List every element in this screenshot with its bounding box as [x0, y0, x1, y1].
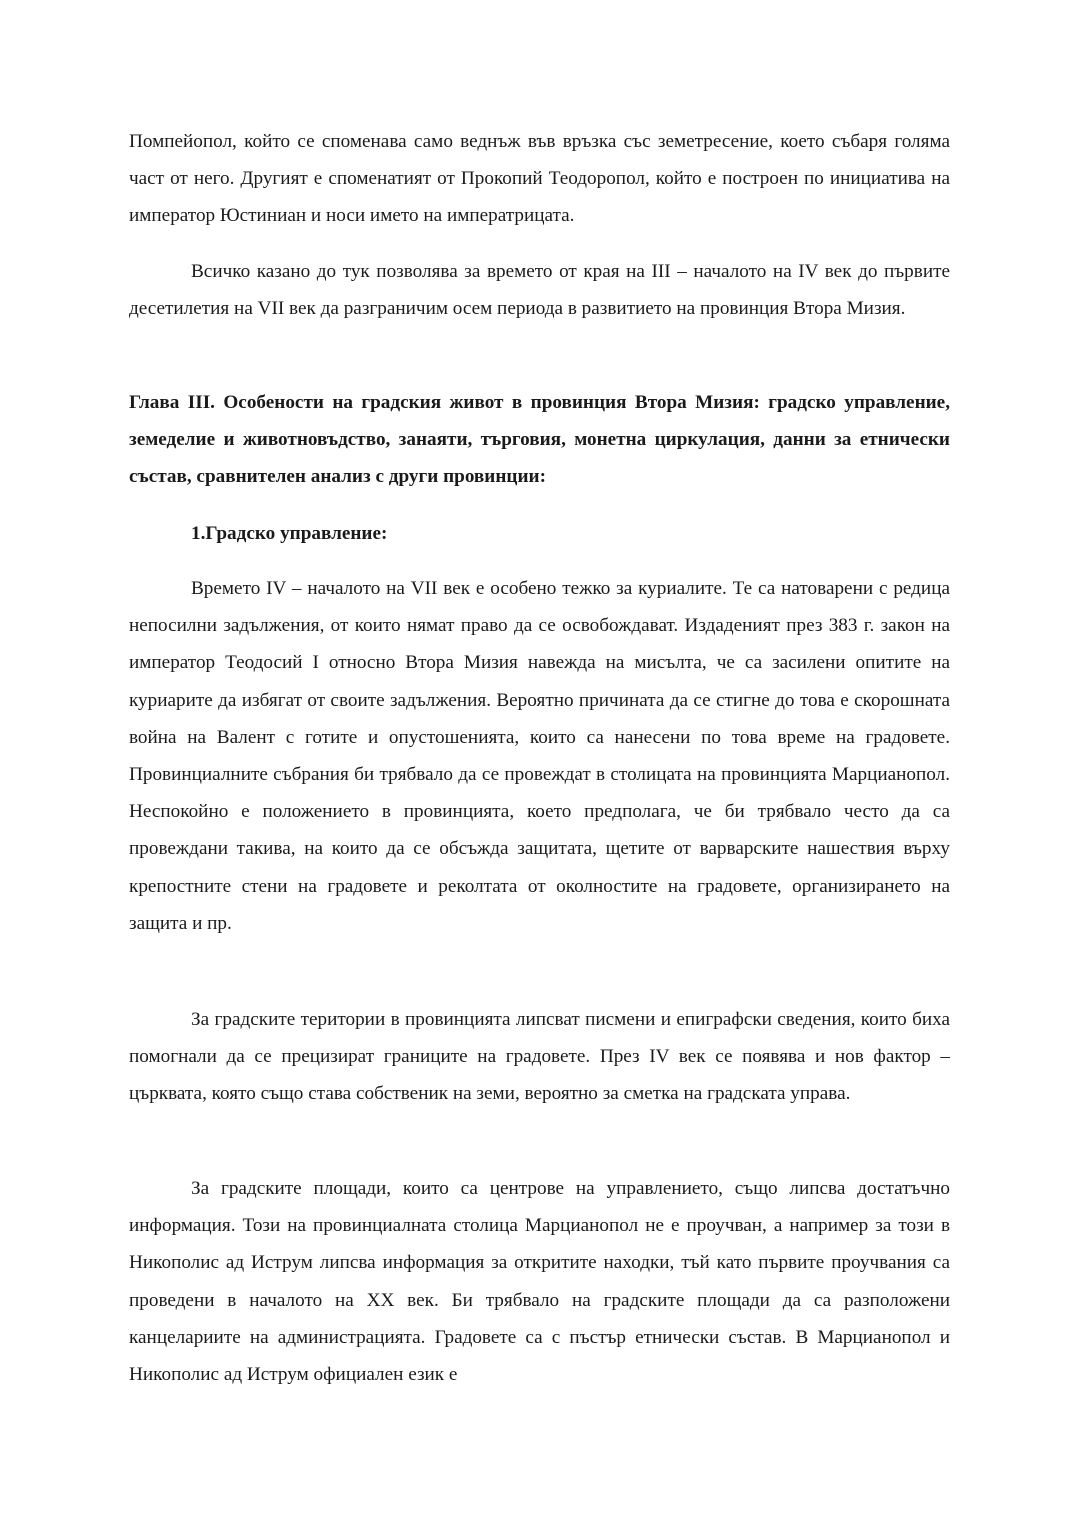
- section-heading: 1.Градско управление:: [191, 523, 388, 544]
- paragraph-city-squares: За градските площади, които са центрове на управлението, също липсва достатъчно информация. Този на провинциалната столица Марцианопол не е проучван, а например за този в Никополис ад Иструм липсва информация за откритите находки, тъй като първите проучвания са проведени в началото на XX век. Би трябвало на градските площади да са разположени канцелариите на администрацията. Градовете са с пъстър етнически състав. В Марцианопол и Никополис ад Иструм официален език е: [129, 1178, 950, 1386]
- paragraph-pompeiopol: Помпейопол, който се споменава само веднъж във връзка със земетресение, което събаря голяма част от него. Другият е споменатият от Прокопий Теодоропол, който е построен по инициатива на император Юстиниан и носи името на императрицата.: [129, 131, 950, 227]
- chapter-heading: Глава III. Особености на градския живот в провинция Втора Мизия: градско управление, земеделие и животновъдство, занаяти, търговия, монетна циркулация, данни за етнически състав, сравнителен анализ с други провинции:: [129, 392, 950, 488]
- paragraph-eight-periods: Всичко казано до тук позволява за времето от края на III – началото на IV век до първите десетилетия на VII век да разграничим осем периода в развитието на провинция Втора Мизия.: [129, 261, 950, 320]
- paragraph-curiales: Времето IV – началото на VII век е особено тежко за куриалите. Те са натоварени с редица непосилни задължения, от които нямат право да се освобождават. Издаденият през 383 г. закон на император Теодосий I относно Втора Мизия навежда на мисълта, че са засилени опитите на куриарите да избягат от своите задължения. Вероятно причината да се стигне до това е скорошната война на Валент с готите и опустошенията, които са нанесени по това време на градовете. Провинциалните събрания би трябвало да се провеждат в столицата на провинцията Марцианопол. Неспокойно е положението в провинцията, което предполага, че би трябвало често да са провеждани такива, на които да се обсъжда защитата, щетите от варварските нашествия върху крепостните стени на градовете и реколтата от околностите на градовете, организирането на защита и пр.: [129, 578, 950, 934]
- paragraph-city-territories: За градските територии в провинцията липсват писмени и епиграфски сведения, които биха помогнали да се прецизират границите на градовете. През IV век се появява и нов фактор – църквата, която също става собственик на земи, вероятно за сметка на градската управа.: [129, 1009, 950, 1105]
